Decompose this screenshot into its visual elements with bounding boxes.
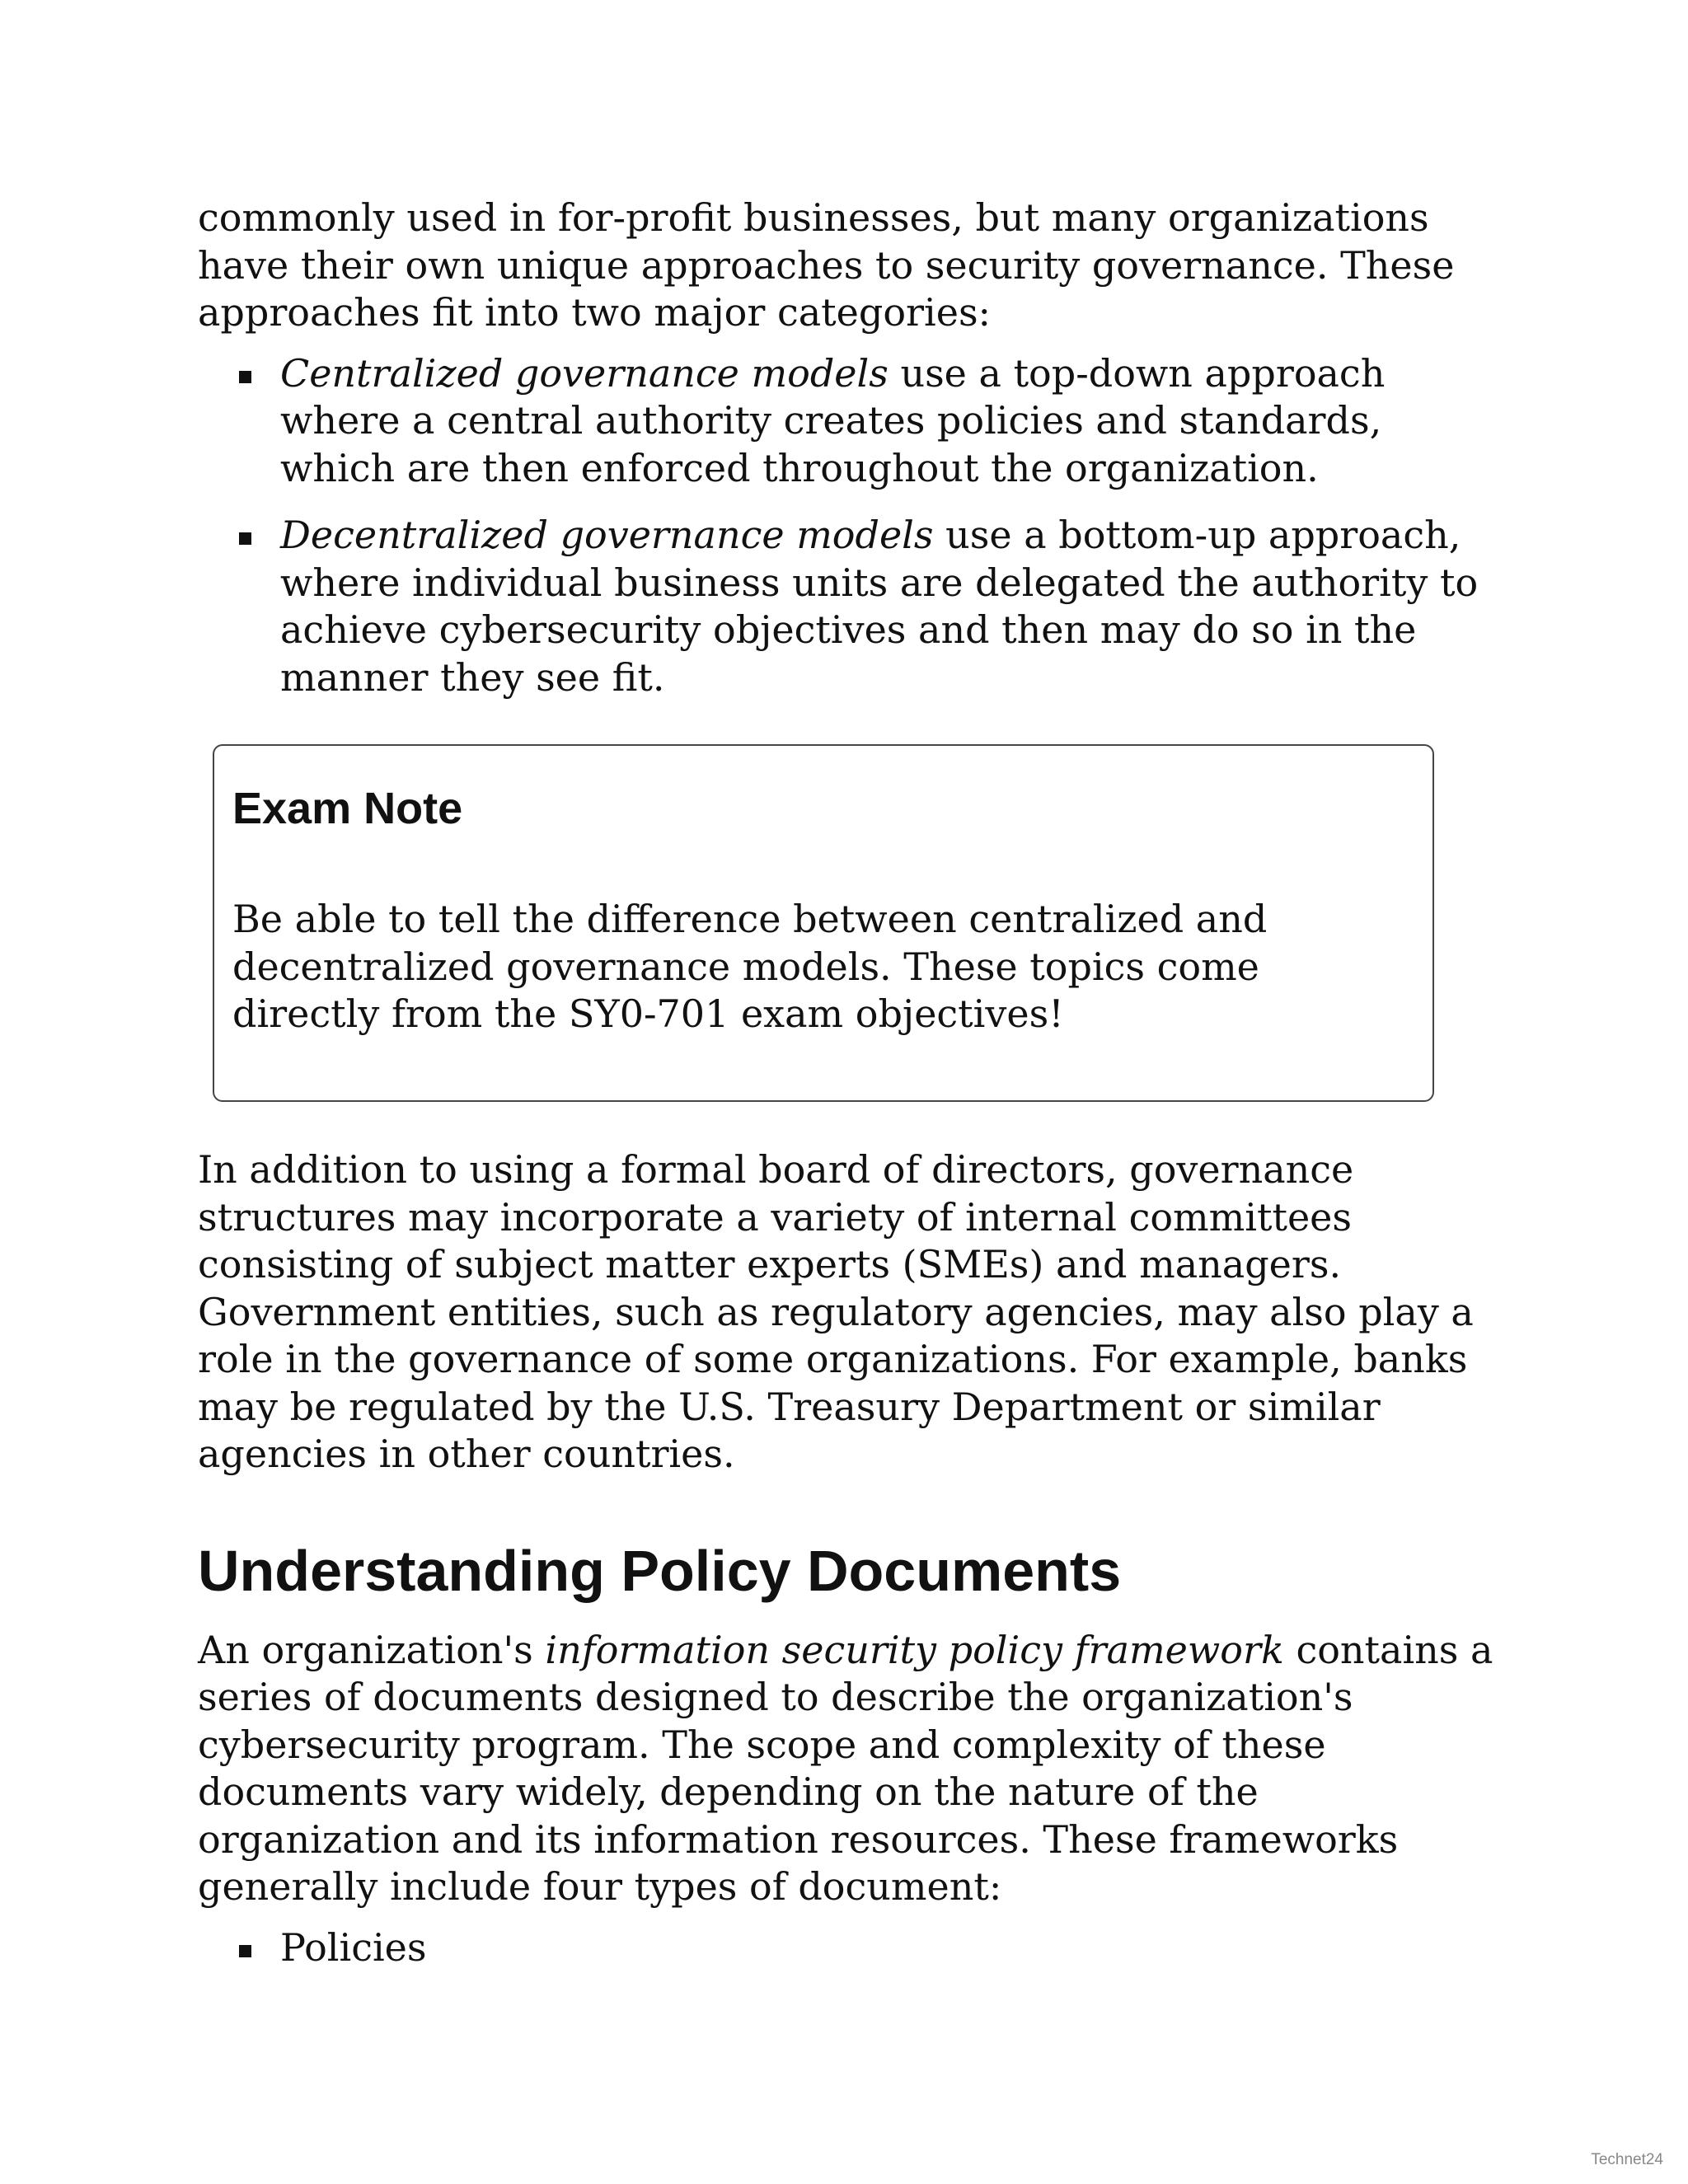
watermark: Technet24	[1591, 2151, 1663, 2168]
term-decentralized: Decentralized governance models	[280, 513, 934, 557]
exam-note-body: Be able to tell the difference between centralized and decentralized governance models. These topics come directly from the SY0-701 exam objectives!	[232, 897, 1268, 1036]
exam-note-box	[213, 744, 1434, 1102]
document-types-list	[198, 1924, 1500, 1972]
square-bullet-icon	[239, 1945, 251, 1957]
policy-framework-paragraph	[198, 1627, 1500, 1911]
term-centralized: Centralized governance models	[280, 350, 889, 396]
list-item	[198, 1924, 1500, 1972]
page-content	[198, 194, 1500, 1991]
intro-paragraph: commonly used in for-profit businesses, but many organizations have their own unique approaches to security governance. These approaches fit into two major categories:	[198, 195, 1455, 335]
document-type-policies: Policies	[280, 1924, 427, 1970]
exam-note-title: Exam Note	[232, 784, 463, 833]
list-item-text: use a bottom-up approach, where individual business units are delegated the authority to achieve cybersecurity objectives and then may do so in the manner they see fit.	[280, 513, 1479, 700]
paragraph-text: An organization's	[198, 1627, 546, 1672]
square-bullet-icon	[239, 532, 251, 545]
list-item	[198, 350, 1500, 493]
list-item-text: use a top-down approach where a central authority creates policies and standards, which are then enforced throughout the organization.	[280, 350, 1386, 490]
section-heading: Understanding Policy Documents	[198, 1538, 1122, 1603]
committees-paragraph: In addition to using a formal board of directors, governance structures may incorporate a variety of internal committees consisting of subject matter experts (SMEs) and managers. Government entities, such as regulatory agencies, may also play a role in the governance of some organizations. For example, banks may be regulated by the U.S. Treasury Department or similar agencies in other countries.	[198, 1147, 1474, 1476]
paragraph-text: contains a series of documents designed to describe the organization's cybersecurity program. The scope and complexity of these documents vary widely, depending on the nature of the organization and its information resources. These frameworks generally include four types of document:	[198, 1627, 1493, 1909]
governance-models-list	[198, 350, 1500, 702]
square-bullet-icon	[239, 371, 251, 383]
list-item	[198, 512, 1500, 701]
term-policy-framework: information security policy framework	[545, 1627, 1284, 1672]
